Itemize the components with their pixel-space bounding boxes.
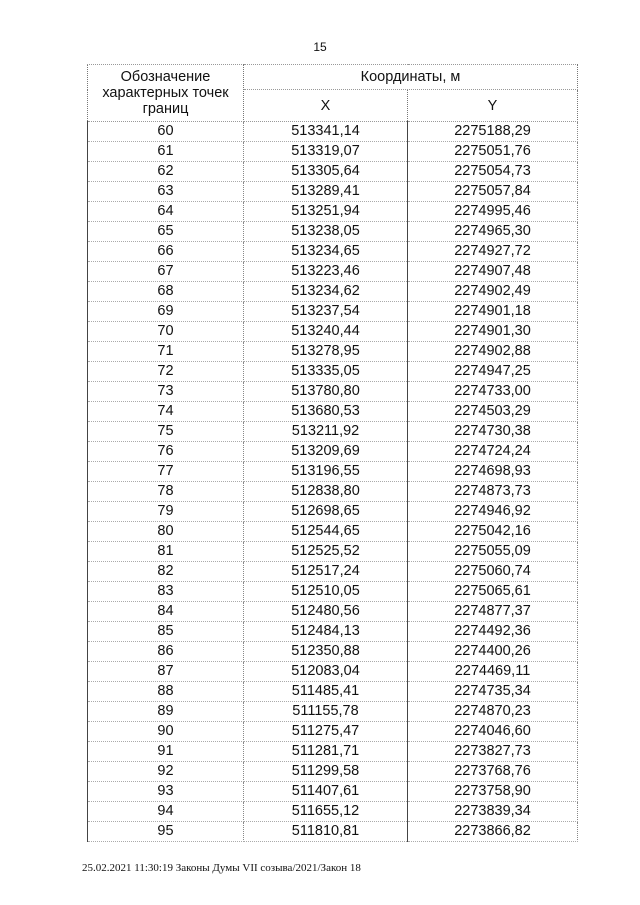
point-number-cell: 64: [88, 202, 244, 222]
table-row: [88, 822, 578, 842]
x-coordinate-cell: 513234,62: [244, 282, 408, 302]
x-coordinate-cell: 513335,05: [244, 362, 408, 382]
table-row: [88, 122, 578, 142]
table-row: [88, 462, 578, 482]
point-number-cell: 65: [88, 222, 244, 242]
y-coordinate-cell: 2275054,73: [408, 162, 578, 182]
y-coordinate-cell: 2275188,29: [408, 122, 578, 142]
x-coordinate-cell: 512083,04: [244, 662, 408, 682]
y-coordinate-cell: 2275042,16: [408, 522, 578, 542]
table-row: [88, 342, 578, 362]
y-coordinate-cell: 2274873,73: [408, 482, 578, 502]
y-coordinate-cell: 2274735,34: [408, 682, 578, 702]
table-row: [88, 642, 578, 662]
y-coordinate-cell: 2274730,38: [408, 422, 578, 442]
point-number-cell: 81: [88, 542, 244, 562]
y-coordinate-cell: 2274947,25: [408, 362, 578, 382]
point-number-cell: 93: [88, 782, 244, 802]
x-coordinate-cell: 511299,58: [244, 762, 408, 782]
point-number-cell: 71: [88, 342, 244, 362]
y-coordinate-cell: 2274870,23: [408, 702, 578, 722]
page-number: 15: [313, 40, 327, 54]
x-coordinate-cell: 513234,65: [244, 242, 408, 262]
document-footer: 25.02.2021 11:30:19 Законы Думы VII созыва/2021/Закон 18: [82, 862, 361, 874]
table-header: [88, 65, 578, 122]
y-coordinate-cell: 2275051,76: [408, 142, 578, 162]
y-coordinate-cell: 2274400,26: [408, 642, 578, 662]
point-number-cell: 92: [88, 762, 244, 782]
x-coordinate-cell: 511155,78: [244, 702, 408, 722]
x-coordinate-cell: 511485,41: [244, 682, 408, 702]
y-coordinate-cell: 2274724,24: [408, 442, 578, 462]
point-number-cell: 89: [88, 702, 244, 722]
x-coordinate-cell: 512517,24: [244, 562, 408, 582]
x-coordinate-cell: 513251,94: [244, 202, 408, 222]
x-coordinate-cell: 513289,41: [244, 182, 408, 202]
x-coordinate-cell: 511407,61: [244, 782, 408, 802]
table-body: [88, 122, 578, 842]
y-coordinate-cell: 2274902,49: [408, 282, 578, 302]
point-number-cell: 95: [88, 822, 244, 842]
y-coordinate-cell: 2274503,29: [408, 402, 578, 422]
header-x: X: [244, 90, 408, 122]
point-number-cell: 61: [88, 142, 244, 162]
point-number-cell: 79: [88, 502, 244, 522]
point-number-cell: 68: [88, 282, 244, 302]
y-coordinate-cell: 2274907,48: [408, 262, 578, 282]
header-y: Y: [408, 90, 578, 122]
x-coordinate-cell: 512525,52: [244, 542, 408, 562]
y-coordinate-cell: 2274927,72: [408, 242, 578, 262]
y-coordinate-cell: 2275057,84: [408, 182, 578, 202]
point-number-cell: 73: [88, 382, 244, 402]
table-row: [88, 322, 578, 342]
point-number-cell: 67: [88, 262, 244, 282]
table-row: [88, 522, 578, 542]
x-coordinate-cell: 513196,55: [244, 462, 408, 482]
table-row: [88, 502, 578, 522]
x-coordinate-cell: 513237,54: [244, 302, 408, 322]
table-row: [88, 362, 578, 382]
table-row: [88, 142, 578, 162]
x-coordinate-cell: 511810,81: [244, 822, 408, 842]
y-coordinate-cell: 2275060,74: [408, 562, 578, 582]
x-coordinate-cell: 513238,05: [244, 222, 408, 242]
x-coordinate-cell: 511281,71: [244, 742, 408, 762]
point-number-cell: 62: [88, 162, 244, 182]
point-number-cell: 84: [88, 602, 244, 622]
point-number-cell: 74: [88, 402, 244, 422]
y-coordinate-cell: 2274698,93: [408, 462, 578, 482]
coordinates-table: [87, 64, 578, 842]
y-coordinate-cell: 2274877,37: [408, 602, 578, 622]
x-coordinate-cell: 511655,12: [244, 802, 408, 822]
table-row: [88, 162, 578, 182]
point-number-cell: 78: [88, 482, 244, 502]
point-number-cell: 82: [88, 562, 244, 582]
header-coordinates: Координаты, м: [244, 65, 578, 90]
x-coordinate-cell: 512838,80: [244, 482, 408, 502]
table-row: [88, 182, 578, 202]
y-coordinate-cell: 2274901,30: [408, 322, 578, 342]
x-coordinate-cell: 513780,80: [244, 382, 408, 402]
point-number-cell: 76: [88, 442, 244, 462]
x-coordinate-cell: 513278,95: [244, 342, 408, 362]
point-number-cell: 86: [88, 642, 244, 662]
header-designation: Обозначение характерных точек границ: [88, 65, 244, 122]
point-number-cell: 91: [88, 742, 244, 762]
table-row: [88, 442, 578, 462]
table-row: [88, 302, 578, 322]
y-coordinate-cell: 2274902,88: [408, 342, 578, 362]
x-coordinate-cell: 513305,64: [244, 162, 408, 182]
point-number-cell: 83: [88, 582, 244, 602]
point-number-cell: 69: [88, 302, 244, 322]
y-coordinate-cell: 2275065,61: [408, 582, 578, 602]
point-number-cell: 88: [88, 682, 244, 702]
y-coordinate-cell: 2274733,00: [408, 382, 578, 402]
point-number-cell: 70: [88, 322, 244, 342]
x-coordinate-cell: 512698,65: [244, 502, 408, 522]
y-coordinate-cell: 2274492,36: [408, 622, 578, 642]
point-number-cell: 94: [88, 802, 244, 822]
x-coordinate-cell: 513211,92: [244, 422, 408, 442]
y-coordinate-cell: 2274946,92: [408, 502, 578, 522]
point-number-cell: 75: [88, 422, 244, 442]
table-row: [88, 662, 578, 682]
x-coordinate-cell: 513680,53: [244, 402, 408, 422]
y-coordinate-cell: 2274965,30: [408, 222, 578, 242]
table-row: [88, 782, 578, 802]
table-row: [88, 622, 578, 642]
point-number-cell: 60: [88, 122, 244, 142]
point-number-cell: 85: [88, 622, 244, 642]
table-row: [88, 722, 578, 742]
x-coordinate-cell: 511275,47: [244, 722, 408, 742]
y-coordinate-cell: 2274901,18: [408, 302, 578, 322]
point-number-cell: 66: [88, 242, 244, 262]
y-coordinate-cell: 2273827,73: [408, 742, 578, 762]
table-row: [88, 802, 578, 822]
y-coordinate-cell: 2274469,11: [408, 662, 578, 682]
table-row: [88, 222, 578, 242]
x-coordinate-cell: 513240,44: [244, 322, 408, 342]
table-row: [88, 282, 578, 302]
y-coordinate-cell: 2273768,76: [408, 762, 578, 782]
table-row: [88, 482, 578, 502]
point-number-cell: 63: [88, 182, 244, 202]
table-row: [88, 262, 578, 282]
point-number-cell: 80: [88, 522, 244, 542]
x-coordinate-cell: 513209,69: [244, 442, 408, 462]
x-coordinate-cell: 512350,88: [244, 642, 408, 662]
table-row: [88, 402, 578, 422]
table-row: [88, 602, 578, 622]
point-number-cell: 72: [88, 362, 244, 382]
x-coordinate-cell: 512484,13: [244, 622, 408, 642]
x-coordinate-cell: 512544,65: [244, 522, 408, 542]
y-coordinate-cell: 2273839,34: [408, 802, 578, 822]
y-coordinate-cell: 2273866,82: [408, 822, 578, 842]
table-row: [88, 382, 578, 402]
x-coordinate-cell: 513341,14: [244, 122, 408, 142]
point-number-cell: 77: [88, 462, 244, 482]
x-coordinate-cell: 513319,07: [244, 142, 408, 162]
table-row: [88, 202, 578, 222]
table-row: [88, 702, 578, 722]
table-row: [88, 422, 578, 442]
table-row: [88, 742, 578, 762]
x-coordinate-cell: 512480,56: [244, 602, 408, 622]
table-row: [88, 682, 578, 702]
y-coordinate-cell: 2274995,46: [408, 202, 578, 222]
table-row: [88, 762, 578, 782]
point-number-cell: 90: [88, 722, 244, 742]
point-number-cell: 87: [88, 662, 244, 682]
table-row: [88, 562, 578, 582]
y-coordinate-cell: 2275055,09: [408, 542, 578, 562]
table-row: [88, 582, 578, 602]
y-coordinate-cell: 2273758,90: [408, 782, 578, 802]
table-row: [88, 542, 578, 562]
x-coordinate-cell: 512510,05: [244, 582, 408, 602]
x-coordinate-cell: 513223,46: [244, 262, 408, 282]
table-row: [88, 242, 578, 262]
y-coordinate-cell: 2274046,60: [408, 722, 578, 742]
